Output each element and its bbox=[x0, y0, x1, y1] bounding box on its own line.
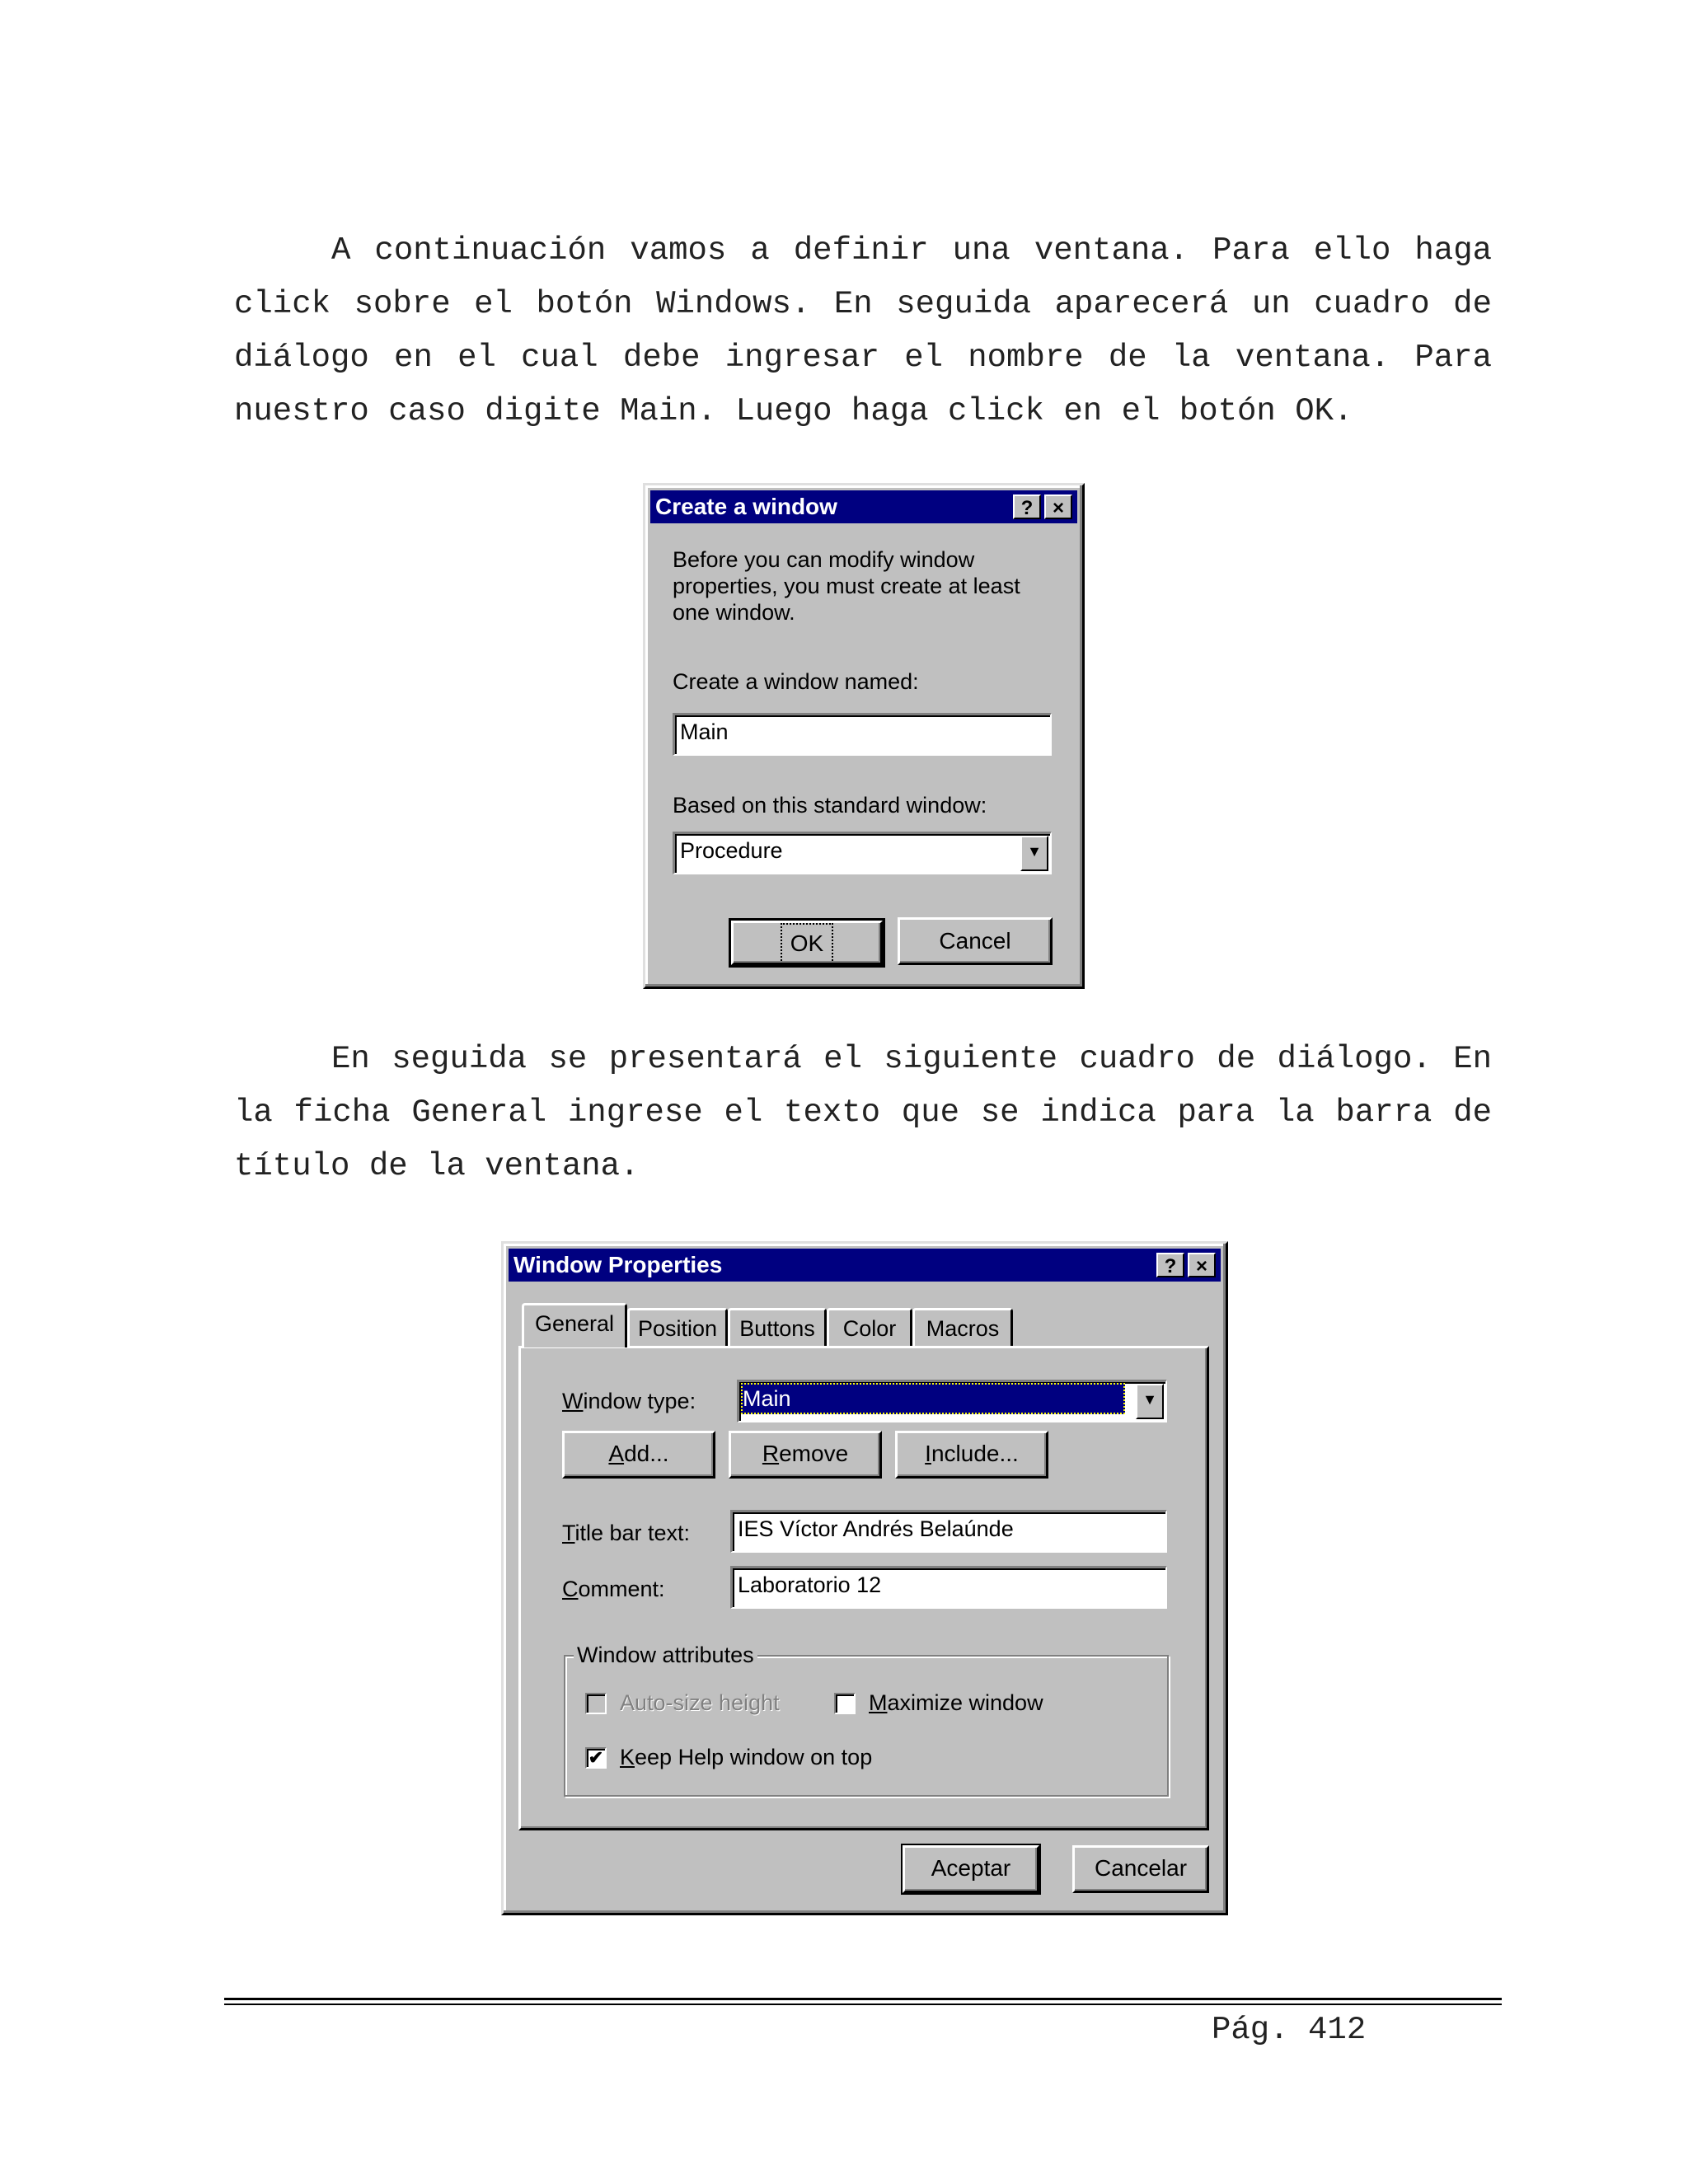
include-button[interactable]: Include... bbox=[895, 1431, 1048, 1479]
tab-position[interactable]: Position bbox=[627, 1308, 728, 1346]
window-attributes-group bbox=[564, 1643, 1169, 1797]
help-icon[interactable]: ? bbox=[1013, 494, 1041, 519]
tab-general[interactable]: General bbox=[522, 1303, 627, 1347]
info-line-2: properties, you must create at least bbox=[673, 574, 1020, 598]
window-properties-title: Window Properties bbox=[513, 1252, 723, 1277]
keep-help-on-top-label[interactable]: Keep Help window on top bbox=[620, 1745, 873, 1769]
intro-paragraph: A continuación vamos a definir una ventana. Para ello haga click sobre el botón Windows. En seguida aparecerá un cuadro de diálogo en el cual debe ingresar el nombre de la ventana. Para nuestro caso digite Main. Luego haga click en el botón OK. bbox=[234, 232, 1492, 429]
chevron-down-icon[interactable]: ▼ bbox=[1020, 836, 1048, 871]
footer-rule bbox=[224, 1998, 1502, 2000]
autosize-height-checkbox bbox=[585, 1693, 607, 1714]
tab-color[interactable]: Color bbox=[827, 1308, 912, 1346]
window-type-label: Window type: bbox=[562, 1389, 696, 1413]
maximize-window-checkbox[interactable] bbox=[834, 1693, 856, 1714]
window-properties-titlebar bbox=[509, 1249, 1221, 1282]
autosize-height-label: Auto-size height bbox=[620, 1690, 780, 1715]
base-window-select[interactable] bbox=[673, 832, 1052, 874]
keep-help-on-top-checkbox[interactable]: ✔ bbox=[585, 1747, 607, 1769]
info-line-1: Before you can modify window bbox=[673, 547, 975, 572]
title-bar-text-input[interactable]: IES Víctor Andrés Belaúnde bbox=[730, 1510, 1167, 1553]
create-window-dialog bbox=[643, 483, 1085, 989]
base-window-label: Based on this standard window: bbox=[673, 793, 987, 818]
title-bar-text-label: Title bar text: bbox=[562, 1521, 691, 1545]
info-line-3: one window. bbox=[673, 600, 795, 625]
help-icon[interactable]: ? bbox=[1156, 1253, 1184, 1277]
window-properties-dialog bbox=[501, 1241, 1228, 1915]
comment-label: Comment: bbox=[562, 1577, 665, 1601]
remove-button[interactable]: Remove bbox=[729, 1431, 882, 1479]
second-paragraph: En seguida se presentará el siguiente cuadro de diálogo. En la ficha General ingrese el texto que se indica para la barra de título de la ventana. bbox=[234, 1041, 1492, 1184]
window-type-value: Main bbox=[741, 1383, 1125, 1414]
window-name-label: Create a window named: bbox=[673, 669, 919, 694]
tab-strip bbox=[522, 1308, 1214, 1349]
add-button[interactable]: Add... bbox=[562, 1431, 715, 1479]
window-attributes-title: Window attributes bbox=[574, 1642, 757, 1668]
cancel-button[interactable]: Cancel bbox=[898, 917, 1053, 965]
base-window-value: Procedure bbox=[680, 838, 783, 863]
comment-input[interactable]: Laboratorio 12 bbox=[730, 1566, 1167, 1609]
accept-button[interactable]: Aceptar bbox=[903, 1845, 1039, 1893]
general-tab-panel bbox=[518, 1346, 1209, 1830]
cancel-button[interactable]: Cancelar bbox=[1072, 1845, 1209, 1893]
tab-macros[interactable]: Macros bbox=[912, 1308, 1013, 1346]
ok-button-label: OK bbox=[781, 923, 833, 964]
chevron-down-icon[interactable]: ▼ bbox=[1136, 1384, 1164, 1419]
maximize-window-label[interactable]: Maximize window bbox=[869, 1690, 1043, 1715]
window-name-input[interactable]: Main bbox=[673, 713, 1052, 756]
ok-button[interactable] bbox=[731, 921, 883, 965]
create-window-titlebar bbox=[650, 490, 1077, 523]
close-icon[interactable]: × bbox=[1188, 1253, 1216, 1277]
tab-buttons[interactable]: Buttons bbox=[728, 1308, 827, 1346]
create-window-title: Create a window bbox=[655, 494, 837, 519]
window-type-select[interactable] bbox=[737, 1380, 1167, 1422]
close-icon[interactable]: × bbox=[1044, 494, 1072, 519]
footer-rule-secondary bbox=[224, 2004, 1502, 2005]
page-number: Pág. 412 bbox=[1212, 2012, 1367, 2048]
